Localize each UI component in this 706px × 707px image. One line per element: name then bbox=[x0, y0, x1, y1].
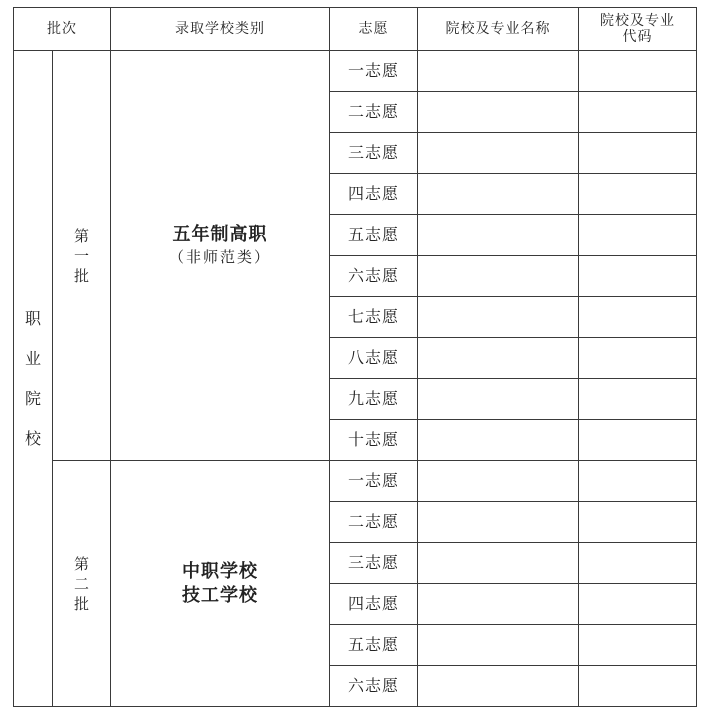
header-choice: 志愿 bbox=[330, 8, 418, 51]
school-major-name-field[interactable] bbox=[418, 297, 579, 338]
school-major-code-field[interactable] bbox=[579, 666, 697, 707]
batch-label-char: 批 bbox=[73, 594, 89, 613]
school-major-code-field[interactable] bbox=[579, 420, 697, 461]
choice-label: 一志愿 bbox=[330, 51, 418, 92]
group-label bbox=[14, 51, 53, 707]
school-major-name-field[interactable] bbox=[418, 379, 579, 420]
choice-label: 八志愿 bbox=[330, 338, 418, 379]
batch-label-char: 第 bbox=[73, 226, 89, 245]
batch-label bbox=[53, 51, 111, 461]
choice-label: 六志愿 bbox=[330, 256, 418, 297]
school-category-title: 五年制高职 bbox=[172, 223, 268, 245]
choice-label: 三志愿 bbox=[330, 543, 418, 584]
batch-label-char: 第 bbox=[73, 554, 89, 573]
school-major-name-field[interactable] bbox=[418, 584, 579, 625]
school-major-code-field[interactable] bbox=[579, 174, 697, 215]
choice-label: 五志愿 bbox=[330, 625, 418, 666]
choice-row bbox=[14, 461, 697, 502]
school-major-name-field[interactable] bbox=[418, 256, 579, 297]
choice-label: 一志愿 bbox=[330, 461, 418, 502]
choice-label: 四志愿 bbox=[330, 174, 418, 215]
group-label-char: 职 bbox=[24, 308, 41, 328]
school-major-name-field[interactable] bbox=[418, 666, 579, 707]
school-major-code-field[interactable] bbox=[579, 379, 697, 420]
header-code-line2: 代码 bbox=[622, 29, 653, 45]
school-major-name-field[interactable] bbox=[418, 502, 579, 543]
application-form-table bbox=[13, 7, 697, 707]
school-major-name-field[interactable] bbox=[418, 174, 579, 215]
header-school-major-code bbox=[579, 8, 697, 51]
choice-label: 五志愿 bbox=[330, 215, 418, 256]
batch-label-char: 二 bbox=[73, 574, 89, 593]
choice-label: 六志愿 bbox=[330, 666, 418, 707]
school-major-code-field[interactable] bbox=[579, 461, 697, 502]
school-major-code-field[interactable] bbox=[579, 215, 697, 256]
batch-label bbox=[53, 461, 111, 707]
header-row bbox=[14, 8, 697, 51]
school-major-name-field[interactable] bbox=[418, 625, 579, 666]
school-major-name-field[interactable] bbox=[418, 461, 579, 502]
choice-label: 二志愿 bbox=[330, 502, 418, 543]
school-major-name-field[interactable] bbox=[418, 543, 579, 584]
school-major-name-field[interactable] bbox=[418, 133, 579, 174]
school-major-code-field[interactable] bbox=[579, 256, 697, 297]
school-major-code-field[interactable] bbox=[579, 297, 697, 338]
school-major-code-field[interactable] bbox=[579, 584, 697, 625]
batch-label-char: 一 bbox=[73, 246, 89, 265]
header-school-major-name: 院校及专业名称 bbox=[418, 8, 579, 51]
school-major-name-field[interactable] bbox=[418, 92, 579, 133]
school-major-name-field[interactable] bbox=[418, 420, 579, 461]
school-major-code-field[interactable] bbox=[579, 133, 697, 174]
school-major-code-field[interactable] bbox=[579, 543, 697, 584]
school-major-code-field[interactable] bbox=[579, 338, 697, 379]
batch-label-char: 批 bbox=[73, 266, 89, 285]
choice-label: 十志愿 bbox=[330, 420, 418, 461]
school-category-note: （非师范类） bbox=[168, 247, 271, 266]
school-major-name-field[interactable] bbox=[418, 338, 579, 379]
header-batch: 批次 bbox=[14, 8, 111, 51]
school-major-code-field[interactable] bbox=[579, 625, 697, 666]
group-label-char: 业 bbox=[24, 348, 41, 368]
school-category bbox=[111, 51, 330, 461]
school-major-code-field[interactable] bbox=[579, 92, 697, 133]
choice-label: 七志愿 bbox=[330, 297, 418, 338]
choice-label: 二志愿 bbox=[330, 92, 418, 133]
school-category bbox=[111, 461, 330, 707]
choice-label: 九志愿 bbox=[330, 379, 418, 420]
choice-label: 三志愿 bbox=[330, 133, 418, 174]
school-major-code-field[interactable] bbox=[579, 51, 697, 92]
school-major-name-field[interactable] bbox=[418, 51, 579, 92]
header-code-line1: 院校及专业 bbox=[600, 13, 675, 29]
school-category-title: 技工学校 bbox=[182, 584, 258, 606]
school-major-name-field[interactable] bbox=[418, 215, 579, 256]
choice-row bbox=[14, 51, 697, 92]
group-label-char: 校 bbox=[24, 428, 41, 448]
school-category-title: 中职学校 bbox=[182, 560, 258, 582]
group-label-char: 院 bbox=[24, 388, 41, 408]
choice-label: 四志愿 bbox=[330, 584, 418, 625]
school-major-code-field[interactable] bbox=[579, 502, 697, 543]
header-category: 录取学校类别 bbox=[111, 8, 330, 51]
